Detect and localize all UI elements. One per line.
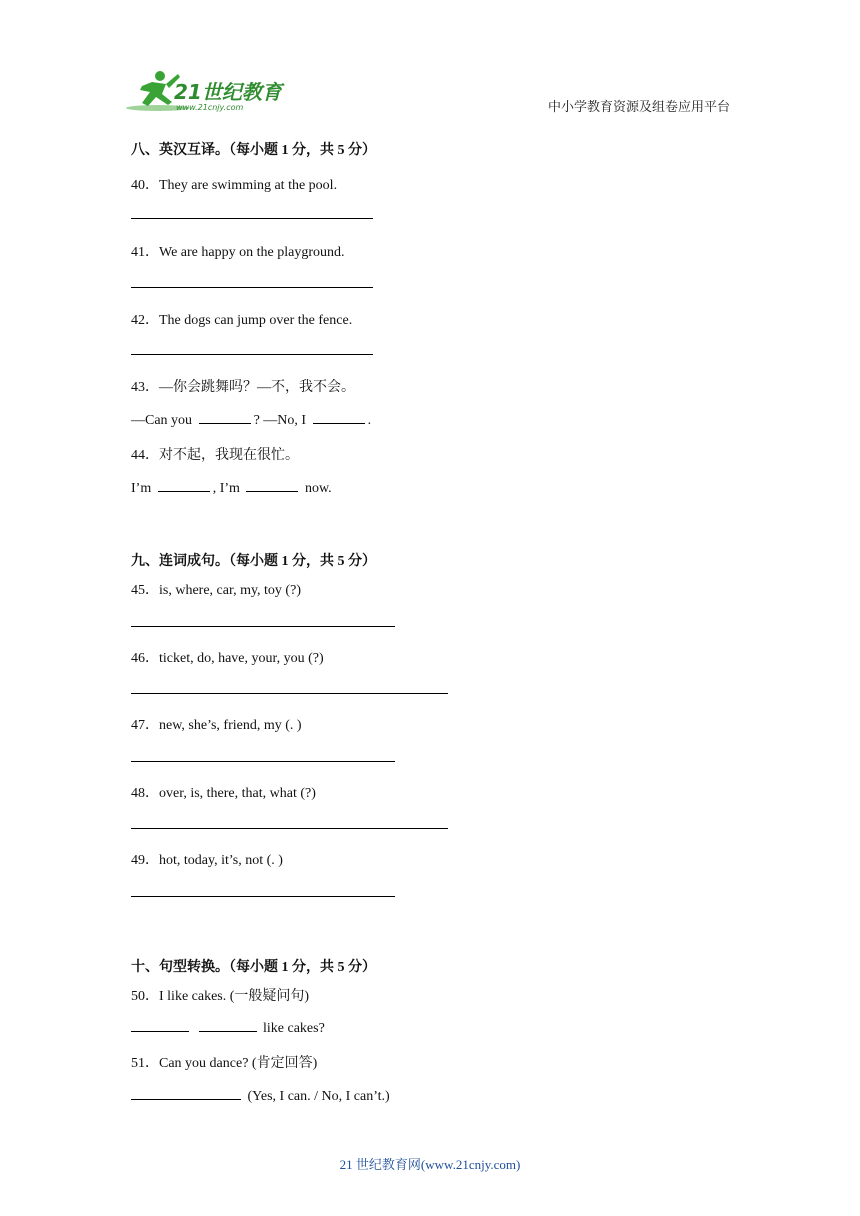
answer-line-46[interactable] bbox=[131, 693, 448, 694]
question-49: 49．hot, today, it’s, not (. ) bbox=[131, 853, 283, 868]
logo-url: www.21cnjy.com bbox=[176, 103, 244, 112]
answer-line-49[interactable] bbox=[131, 896, 395, 897]
q50-blank-1[interactable] bbox=[131, 1018, 189, 1032]
question-43: 43．—你会跳舞吗？—不，我不会。 bbox=[131, 380, 355, 395]
question-47: 47．new, she’s, friend, my (. ) bbox=[131, 718, 302, 733]
q43-blank-2[interactable] bbox=[313, 410, 365, 424]
q50-blank-2[interactable] bbox=[199, 1018, 257, 1032]
header-tagline: 中小学教育资源及组卷应用平台 bbox=[548, 99, 731, 114]
section-title-transform: 十、句型转换。（每小题 1 分，共 5 分） bbox=[131, 960, 376, 975]
answer-line-41[interactable] bbox=[131, 287, 373, 288]
q44-text-2: , I’m bbox=[212, 481, 240, 496]
question-42: 42．The dogs can jump over the fence. bbox=[131, 313, 353, 328]
section-title-translation: 八、英汉互译。（每小题 1 分，共 5 分） bbox=[131, 143, 376, 158]
answer-line-48[interactable] bbox=[131, 828, 448, 829]
answer-line-40[interactable] bbox=[131, 218, 373, 219]
answer-line-47[interactable] bbox=[131, 761, 395, 762]
question-45: 45．is, where, car, my, toy (?) bbox=[131, 583, 301, 598]
q44-blank-2[interactable] bbox=[246, 478, 298, 492]
question-51: 51．Can you dance? (肯定回答) bbox=[131, 1056, 318, 1071]
logo-wordmark: 21世纪教育 bbox=[174, 80, 282, 104]
answer-line-45[interactable] bbox=[131, 626, 395, 627]
q43-text-2: ? —No, I bbox=[253, 413, 307, 428]
brand-logo bbox=[122, 68, 292, 116]
question-50: 50．I like cakes. (一般疑问句) bbox=[131, 989, 310, 1004]
q43-blank-1[interactable] bbox=[199, 410, 251, 424]
q50-text: like cakes? bbox=[263, 1021, 325, 1036]
q44-text-1: I’m bbox=[131, 481, 152, 496]
q51-text: (Yes, I can. / No, I can’t.) bbox=[247, 1089, 390, 1104]
question-44-answer-row bbox=[131, 478, 332, 497]
question-51-answer-row bbox=[131, 1086, 390, 1105]
question-46: 46．ticket, do, have, your, you (?) bbox=[131, 651, 324, 666]
q51-blank[interactable] bbox=[131, 1086, 241, 1100]
question-44: 44．对不起，我现在很忙。 bbox=[131, 448, 299, 463]
question-40: 40．They are swimming at the pool. bbox=[131, 178, 338, 193]
section-title-sentences: 九、连词成句。（每小题 1 分，共 5 分） bbox=[131, 554, 376, 569]
question-50-answer-row bbox=[131, 1018, 325, 1037]
question-43-answer-row bbox=[131, 410, 371, 429]
q43-text-1: —Can you bbox=[131, 413, 193, 428]
q43-text-3: . bbox=[367, 413, 372, 428]
question-48: 48．over, is, there, that, what (?) bbox=[131, 786, 316, 801]
q44-blank-1[interactable] bbox=[158, 478, 210, 492]
q44-text-3: now. bbox=[304, 481, 332, 496]
question-41: 41．We are happy on the playground. bbox=[131, 245, 345, 260]
runner-logo-icon bbox=[122, 68, 292, 116]
answer-line-42[interactable] bbox=[131, 354, 373, 355]
footer-text[interactable]: 21 世纪教育网(www.21cnjy.com) bbox=[339, 1157, 521, 1172]
